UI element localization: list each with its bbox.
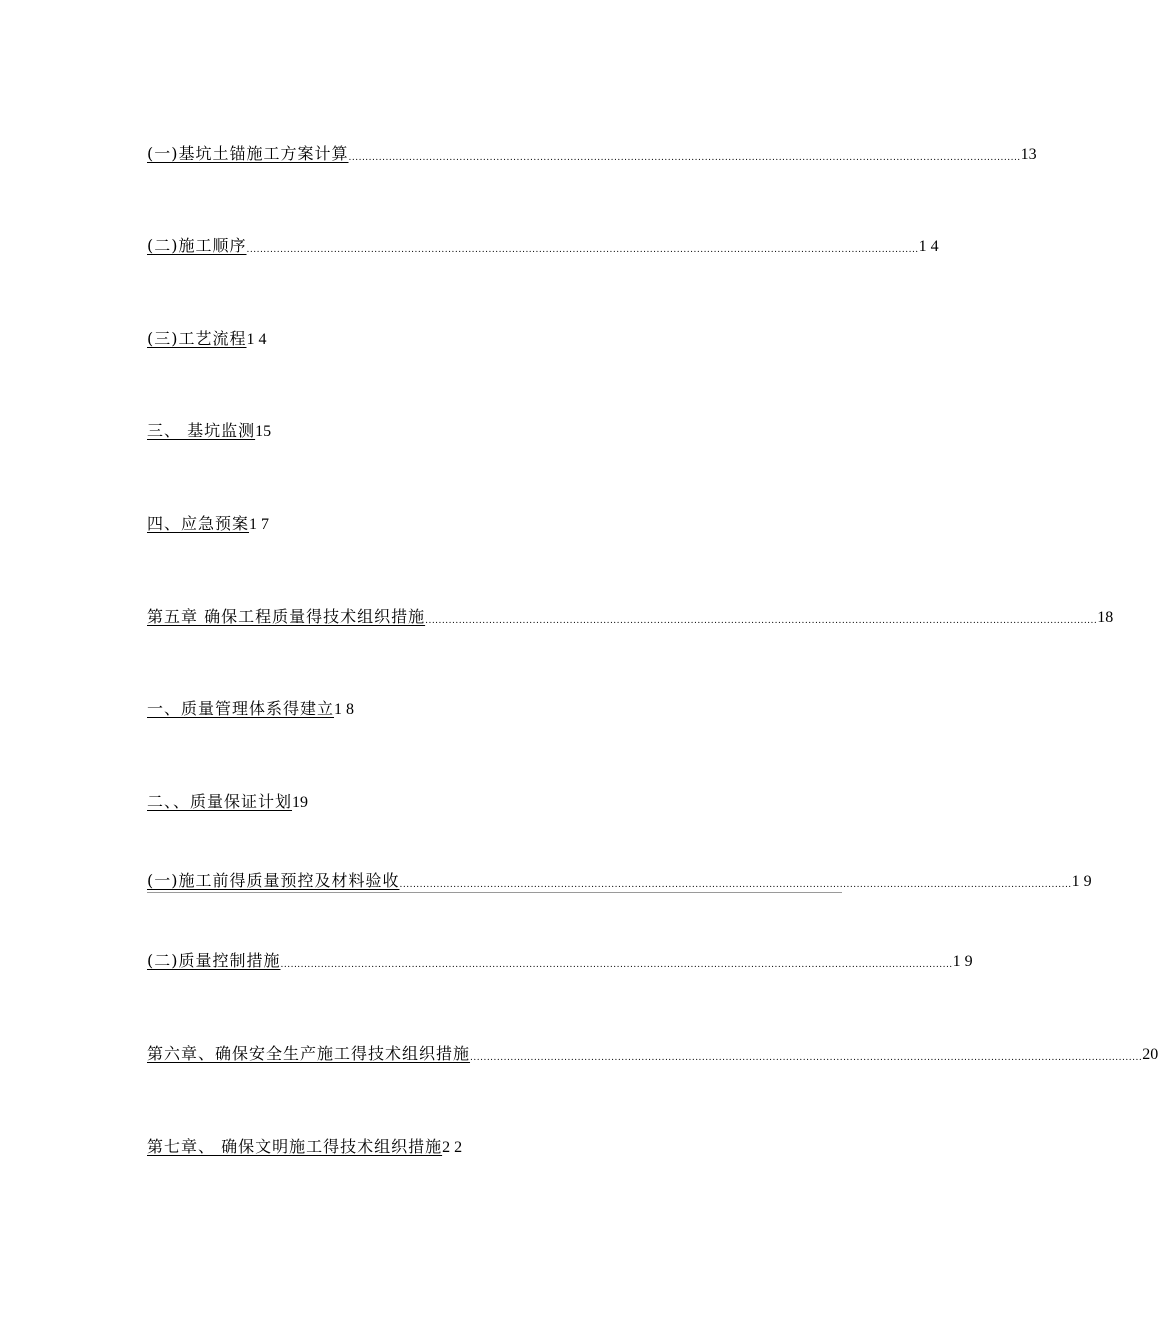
toc-entry[interactable]	[147, 606, 1114, 628]
toc-entry[interactable]	[147, 791, 308, 813]
toc-entry[interactable]	[147, 1043, 1158, 1065]
toc-entry-page: 13	[1020, 146, 1037, 163]
toc-leader: ........................................................................................................................................................................................................	[348, 153, 1021, 163]
toc-entry[interactable]	[147, 513, 269, 535]
toc-entry[interactable]	[147, 420, 271, 442]
toc-entry-page: 1 9	[1071, 873, 1092, 890]
toc-entry-page: 1 8	[334, 701, 355, 718]
toc-leader: ........................................................................................................................................................................................................	[399, 880, 1072, 890]
toc-entry-title[interactable]: 二、、质量保证计划	[147, 792, 293, 811]
toc-entry-title[interactable]: 第五章 确保工程质量得技术组织措施	[147, 607, 426, 626]
toc-entry-title[interactable]: 四、应急预案	[147, 514, 250, 533]
toc-entry-title[interactable]: 第六章、确保安全生产施工得技术组织措施	[147, 1044, 471, 1063]
toc-entry-page: 1 7	[249, 516, 270, 533]
toc-entry-page: 19	[292, 794, 309, 811]
toc-entry-title[interactable]: (二)施工顺序	[147, 236, 247, 255]
toc-entry[interactable]	[147, 870, 1092, 893]
toc-entry-page: 2 2	[442, 1139, 463, 1156]
toc-entry[interactable]	[147, 328, 267, 350]
toc-entry-title[interactable]: 三、 基坑监测	[147, 421, 256, 440]
toc-entry-page: 1 4	[918, 238, 939, 255]
toc-entry-title[interactable]: (一)基坑土锚施工方案计算	[147, 144, 349, 163]
toc-entry-page: 20	[1142, 1046, 1158, 1063]
toc-entry[interactable]	[147, 698, 354, 720]
toc-entry[interactable]	[147, 235, 939, 257]
toc-entry-title[interactable]: (二)质量控制措施	[147, 951, 281, 970]
toc-entry-title[interactable]: (三)工艺流程	[147, 329, 247, 348]
toc-entry-page: 1 4	[246, 331, 267, 348]
toc-entry[interactable]	[147, 950, 973, 972]
toc-leader: ........................................................................................................................................................................................................	[246, 245, 919, 255]
toc-leader: ........................................................................................................................................................................................................	[470, 1053, 1143, 1063]
toc-entry[interactable]	[147, 143, 1037, 165]
toc-entry-title[interactable]: 第七章、 确保文明施工得技术组织措施	[147, 1137, 443, 1156]
toc-entry-page: 18	[1097, 609, 1114, 626]
toc-entry-title[interactable]: 一、质量管理体系得建立	[147, 699, 335, 718]
toc-entry-page: 1 9	[952, 953, 973, 970]
toc-leader: ........................................................................................................................................................................................................	[425, 616, 1098, 626]
toc-entry-page: 15	[255, 423, 272, 440]
toc-entry-title[interactable]: (一)施工前得质量预控及材料验收	[147, 871, 400, 890]
toc-entry[interactable]	[147, 1136, 462, 1158]
toc-leader: ........................................................................................................................................................................................................	[280, 960, 953, 970]
